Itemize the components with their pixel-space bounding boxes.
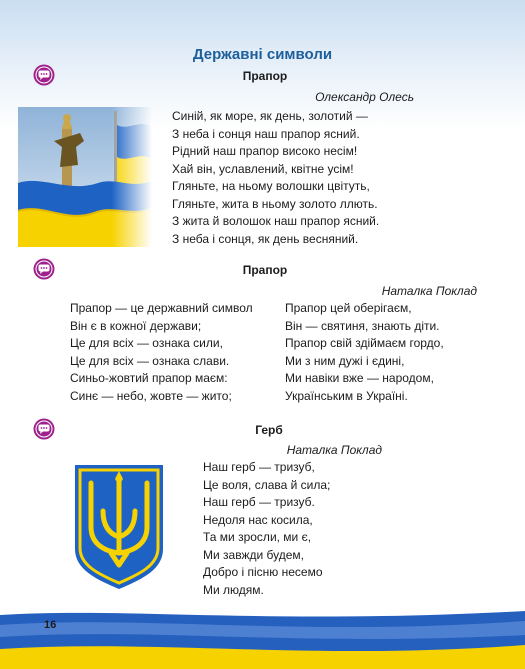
poem-2-author: Наталка Поклад	[381, 284, 477, 298]
poem-line: Синє — небо, жовте — жито;	[70, 388, 232, 403]
poem-line: Наш герб — тризуб.	[203, 495, 315, 509]
poem-2-left-column	[70, 300, 253, 405]
poem-line: Ми людям.	[203, 582, 264, 597]
poem-line: Це для всіх — ознака слави.	[70, 353, 230, 368]
speech-bubble-icon	[33, 418, 55, 440]
poem-line: Наш герб — тризуб,	[203, 460, 315, 474]
poem-3-title: Герб	[255, 423, 283, 437]
flag-wave-decoration	[0, 605, 525, 669]
poem-line: Ми з ним дужі і єдині,	[285, 353, 405, 368]
poem-3-lines	[203, 459, 330, 599]
poem-1-title: Прапор	[242, 69, 288, 83]
poem-line: Прапор свій здіймаєм гордо,	[285, 336, 444, 350]
poem-line: Синьо-жовтий прапор маєм:	[70, 371, 228, 385]
poem-line: Це для всіх — ознака сили,	[70, 336, 223, 350]
poem-line: Рідний наш прапор високо несім!	[172, 144, 358, 158]
poem-3-author: Наталка Поклад	[286, 443, 382, 457]
poem-line: Прапор цей оберігаєм,	[285, 301, 412, 315]
poem-line: Недоля нас косила,	[203, 512, 313, 527]
poem-1-lines	[172, 108, 379, 248]
poem-line: Ми навіки вже — народом,	[285, 371, 434, 385]
poem-line: Прапор — це державний символ	[70, 301, 253, 315]
speech-bubble-icon	[33, 258, 55, 280]
poem-1-author: Олександр Олесь	[315, 90, 414, 104]
poem-2-title: Прапор	[242, 263, 288, 277]
poem-line: З жита й волошок наш прапор ясний.	[172, 214, 380, 228]
poem-line: Синій, як море, як день, золотий —	[172, 109, 368, 123]
poem-line: Гляньте, жита в ньому золото ллють.	[172, 196, 378, 211]
monument-flag-photo	[18, 107, 152, 247]
poem-line: Це воля, слава й сила;	[203, 477, 331, 492]
poem-line: Ми завжди будем,	[203, 547, 304, 562]
poem-line: Гляньте, на ньому волошки цвітуть,	[172, 179, 370, 193]
trident-coat-of-arms-icon	[73, 463, 165, 591]
speech-bubble-icon	[33, 64, 55, 86]
poem-line: Він — святиня, знають діти.	[285, 318, 440, 333]
page-number: 16	[44, 619, 57, 631]
poem-line: З неба і сонця наш прапор ясний.	[172, 126, 360, 141]
poem-line: Та ми зросли, ми є,	[203, 530, 312, 544]
page-title: Державні символи	[192, 46, 333, 63]
poem-line: Хай він, уславлений, квітне усім!	[172, 161, 354, 176]
poem-line: Добро і пісню несемо	[203, 565, 323, 579]
poem-line: Він є в кожної держави;	[70, 318, 202, 333]
poem-line: З неба і сонця, як день весняний.	[172, 231, 359, 246]
poem-line: Українським в Україні.	[285, 388, 408, 403]
poem-2-right-column	[285, 300, 444, 405]
